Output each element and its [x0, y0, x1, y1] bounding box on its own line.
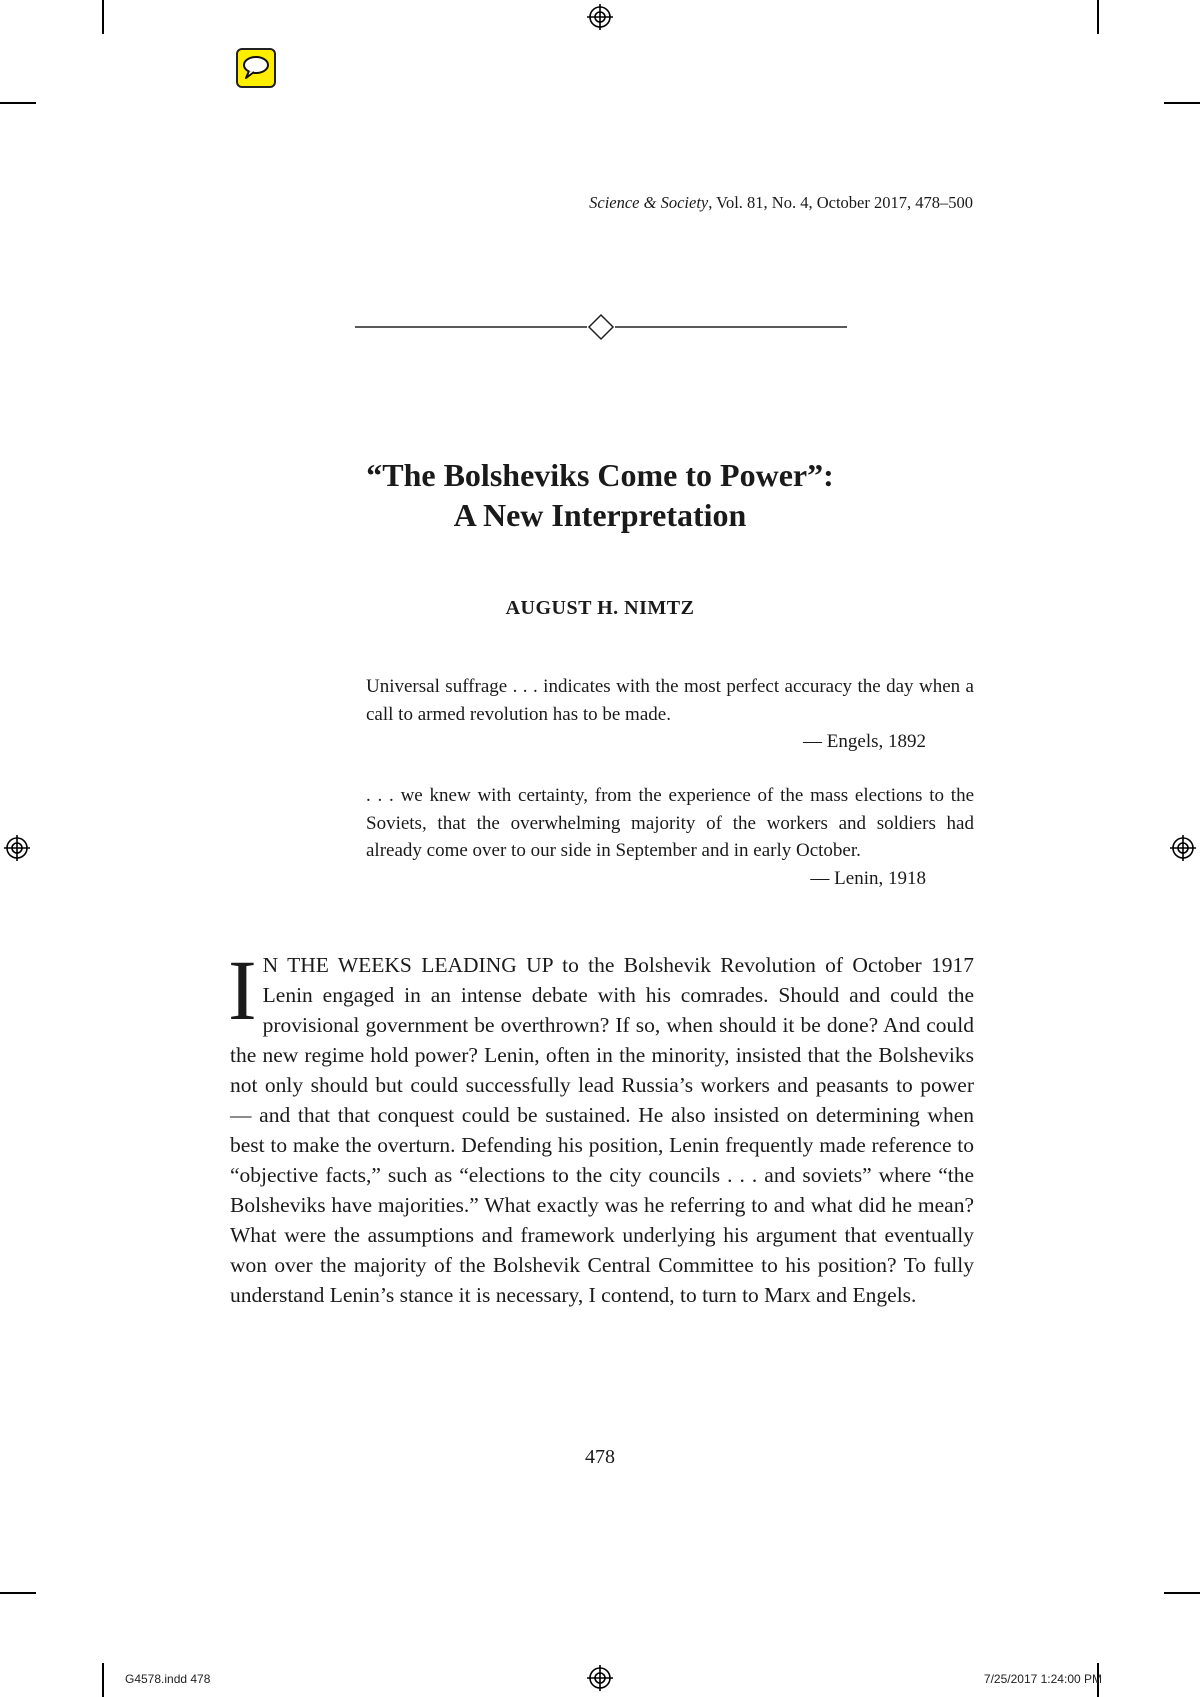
body-text: N THE WEEKS LEADING UP to the Bolshevik Revolution of October 1917 Lenin engaged in an intense debate with his comrades. Should and could the provisional government be overthrown? If so, when should it be done? And could the new regime hold power? Lenin, often in the minority, insisted that the Bolsheviks not only should but could successfully lead Russia’s workers and peasants to power — and that that conquest could be sustained. He also insisted on determining when best to make the overturn. Defending his position, Lenin frequently made reference to “objective facts,” such as “elections to the city councils . . . and soviets” where “the Bolsheviks have majorities.” What exactly was he referring to and what did he mean? What were the assumptions and framework underlying his argument that eventually won over the majority of the Bolshevik Central Committee to his position? To fully understand Lenin’s stance it is necessary, I contend, to turn to Marx and Engels. — [230, 953, 974, 1307]
crop-mark-top-left-h — [0, 102, 36, 104]
slug-file-info: G4578.indd 478 — [125, 1672, 211, 1686]
comment-icon[interactable] — [236, 48, 276, 88]
epigraph-text: . . . we knew with certainty, from the experience of the mass elections to the Soviets, that the overwhelming majority of the workers and soldiers had already come over to our side in September and in early October. — [366, 785, 974, 861]
registration-mark-icon — [3, 834, 31, 862]
epigraph-attribution: — Lenin, 1918 — [810, 867, 926, 889]
epigraph-attribution: — Engels, 1892 — [803, 731, 926, 752]
crop-mark-top-right-h — [1164, 102, 1200, 104]
registration-mark-icon — [1169, 834, 1197, 862]
ornamental-rule — [355, 312, 847, 342]
epigraph — [366, 673, 974, 756]
slug-timestamp: 7/25/2017 1:24:00 PM — [983, 1672, 1102, 1686]
page-number: 478 — [585, 1446, 615, 1468]
journal-name: Science & Society — [589, 193, 709, 212]
registration-mark-icon — [586, 1664, 614, 1692]
crop-mark-bottom-left-h — [0, 1592, 36, 1594]
crop-mark-bottom-right-h — [1164, 1592, 1200, 1594]
title-line-1: “The Bolsheviks Come to Power”: — [366, 457, 834, 493]
author-name: AUGUST H. NIMTZ — [505, 597, 695, 619]
title-line-2: A New Interpretation — [453, 497, 747, 533]
crop-mark-top-right-v — [1097, 0, 1099, 34]
epigraph — [366, 782, 974, 892]
epigraph-text: Universal suffrage . . . indicates with the most perfect accuracy the day when a call to armed revolution has to be made. — [366, 676, 974, 725]
drop-cap: I — [228, 942, 257, 1038]
article-title — [0, 455, 1200, 535]
journal-details: , Vol. 81, No. 4, October 2017, 478–500 — [708, 193, 973, 212]
crop-mark-top-left-v — [102, 0, 104, 34]
body-paragraph — [228, 942, 974, 1310]
journal-citation — [589, 193, 973, 213]
registration-mark-icon — [586, 3, 614, 31]
crop-mark-bottom-left-v — [102, 1663, 104, 1697]
